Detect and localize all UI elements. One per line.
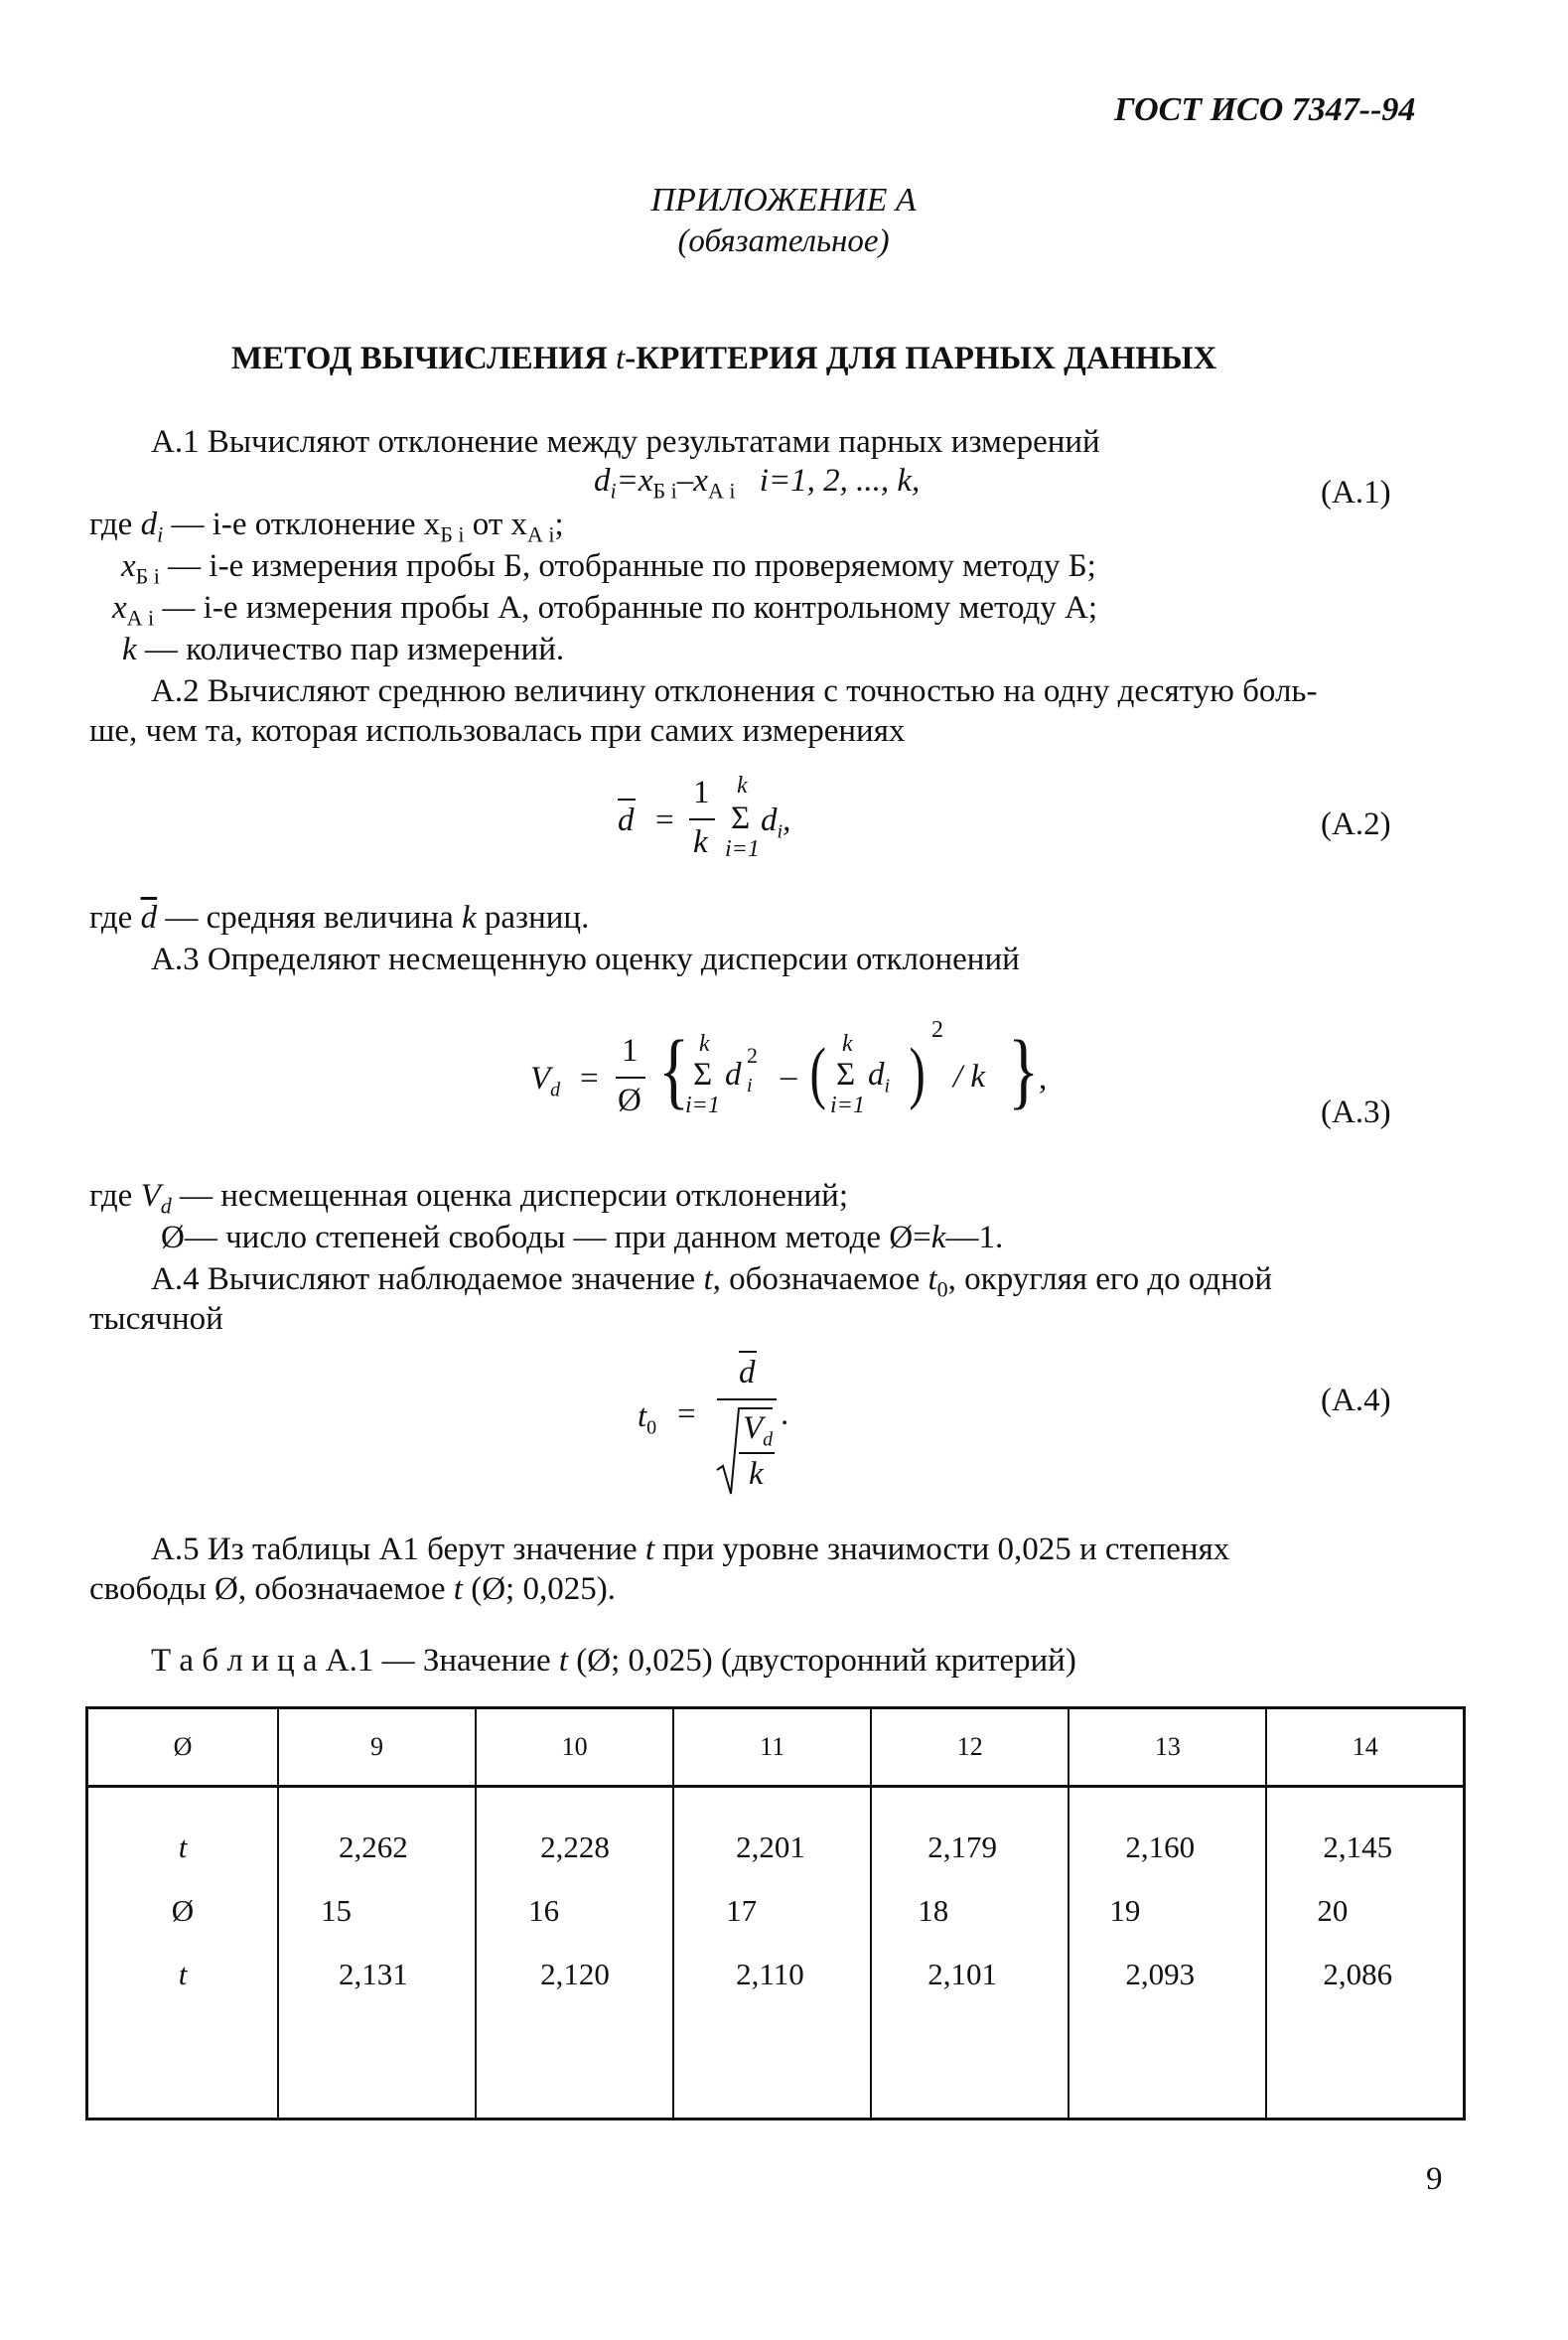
a2-formula-number: (А.2) [1321,806,1391,842]
a3-f-brace-right: } [1008,1022,1040,1117]
a3-where2-text: Ø— число степеней свободы — при данном методе Ø= [161,1220,931,1255]
table-cell: 15 [321,1893,352,1928]
a4-line1-end: , округляя его до одной [947,1261,1273,1297]
a3-f-d2-sub: i [884,1075,891,1097]
a4-line2: тысячной [89,1301,223,1337]
a2-where-prefix: где [89,900,141,936]
a1-where3-var: x [112,590,127,626]
a1-where2-var: x [121,548,136,584]
a3-formula-number: (А.3) [1321,1095,1391,1130]
a1-where2-text: — i-е измерения пробы Б, отобранные по проверяемому методу Б; [159,548,1096,584]
a1-where-1 [89,507,564,548]
a3-f-d1-sup: 2 [747,1043,758,1068]
a5-line2-end: (Ø; 0,025). [462,1571,616,1607]
a2-f-den: k [693,824,708,860]
a3-f-fracline [616,1077,645,1079]
a4-f-num-bar [739,1351,757,1353]
a4-f-inner-v: V [743,1410,764,1446]
a1-formula [594,463,920,505]
table-column-10 [476,1787,673,2120]
a4-f-lhs [638,1398,656,1440]
table-header-cell: 14 [1266,1708,1464,1787]
a1-f-sub-i: i [610,478,617,504]
a4-line1-t0-sub: 0 [936,1276,948,1302]
a3-f-den: Ø [618,1083,641,1118]
a2-line2: ше, чем та, которая использовалась при самих измерениях [89,713,906,749]
a1-f-lhs: d [594,463,611,499]
table-caption-prefix: Т а б л и ц а А.1 — Значение [151,1643,559,1679]
a1-where-sub: i [157,521,164,547]
a4-line1-t: t [703,1261,713,1297]
a3-f-sum2-bottom: i=1 [830,1093,865,1118]
table-cell: 2,145 [1323,1829,1393,1864]
table-caption-t: t [558,1643,569,1679]
table-cell: 2,262 [339,1829,408,1864]
table-header-cell: 10 [476,1708,673,1787]
a3-f-d1-sub: i [747,1075,753,1097]
a3-f-end: , [1039,1061,1048,1097]
a4-line1 [151,1261,1272,1303]
a1-where4-text: — количество пар измерений. [136,632,565,667]
a4-f-t-sub: 0 [646,1416,657,1439]
table-row-labels [87,1787,279,2120]
a3-f-sum2-top: k [842,1031,853,1057]
a3-f-d2-d: d [868,1057,885,1093]
page-number: 9 [1426,2161,1443,2197]
a2-f-term [761,803,790,844]
table-body-row [87,1787,1465,2120]
a3-line1: А.3 Определяют несмещенную оценку дисперсии отклонений [151,942,1020,977]
a3-f-minus: – [781,1059,797,1095]
a4-f-t: t [638,1398,647,1434]
table-cell: 18 [918,1893,949,1928]
a1-where-var: d [140,507,158,542]
a3-where-2 [161,1220,1003,1256]
a3-where2-k: k [930,1220,946,1255]
a1-formula-number: (А.1) [1321,475,1391,511]
a1-f-sub-b: Б i [652,478,677,504]
table-header-cell: 11 [673,1708,871,1787]
a2-formula [596,775,854,884]
a3-f-num: 1 [622,1033,639,1069]
a1-text: А.1 Вычисляют отклонение между результатами парных измерений [151,424,1100,460]
table-cell: 2,093 [1125,1957,1196,1991]
a2-f-term-d: d [761,803,778,838]
a3-f-v: V [530,1061,551,1097]
table-column-11 [673,1787,871,2120]
a3-f-lhs [530,1061,560,1102]
table-cell: 17 [726,1893,758,1928]
document-id: ГОСТ ИСО 7347--94 [1114,91,1416,128]
table-header-row [87,1708,1465,1787]
table-column-13 [1069,1787,1266,2120]
table-caption-end: (Ø; 0,025) (двусторонний критерий) [568,1643,1076,1679]
a2-f-sum-bottom: i=1 [725,836,760,862]
a3-f-sum1-top: k [699,1031,710,1057]
a4-line1-mid: , обозначаемое [712,1261,928,1297]
a2-where-end: разниц. [476,900,590,936]
section-title-part2: -КРИТЕРИЯ ДЛЯ ПАРНЫХ ДАННЫХ [625,341,1217,376]
table-row-label: t [178,1957,188,1991]
a1-f-minus: –x [676,463,708,499]
a1-where-3 [112,590,1097,632]
section-title [231,341,1216,377]
a2-f-end: , [783,803,791,838]
table-cell: 2,101 [927,1957,997,1991]
a2-f-lhs: d [618,803,635,838]
a1-where4-var: k [122,632,137,667]
a1-where-4 [122,632,564,668]
table-column-14 [1266,1787,1464,2120]
a1-where-text: i-е отклонение x [212,507,441,542]
a2-where-var: $\overline{d}$ [140,900,158,936]
a3-f-v-sub: d [550,1079,561,1101]
a5-line1 [151,1532,1229,1568]
a2-f-sum: Σ [731,801,751,836]
a3-where-prefix: где [89,1178,141,1214]
a3-where-var: V [140,1178,161,1214]
a3-f-sum1: Σ [693,1057,713,1093]
a1-f-sub-a: А i [707,478,736,504]
a2-f-num: 1 [693,775,710,810]
table-header-cell: Ø [87,1708,279,1787]
a3-f-pow: 2 [931,1017,943,1043]
table-cell: 2,179 [927,1829,997,1864]
a3-where-text: — несмещенная оценка дисперсии отклонений; [171,1178,848,1214]
a4-formula [632,1339,850,1518]
table-cell: 2,086 [1323,1957,1393,1991]
a2-where [89,900,589,937]
table-cell: 2,160 [1125,1829,1196,1864]
a2-line1: А.2 Вычисляют среднюю величину отклонения с точностью на одну десятую боль- [151,673,1318,709]
a3-f-div: / k [953,1059,986,1095]
a4-f-inner-v-sub: d [763,1428,774,1451]
a2-f-fracline [689,818,715,820]
table-cell: 2,131 [339,1957,408,1991]
a1-where-sub2: Б i [440,521,465,547]
a2-f-eq: = [655,803,674,838]
appendix-title: ПРИЛОЖЕНИЕ А [650,182,917,219]
table-column-12 [871,1787,1069,2120]
a4-formula-number: (А.4) [1321,1383,1391,1418]
a4-f-fracline [717,1398,777,1400]
table-cell: 19 [1109,1893,1141,1928]
a4-line1-text: А.4 Вычисляют наблюдаемое значение [151,1261,704,1297]
table-cell: 16 [528,1893,560,1928]
a3-f-brace-left: { [658,1022,690,1117]
a3-f-eq: = [580,1061,599,1097]
a2-f-term-sub: i [777,820,784,843]
a2-f-sum-top: k [737,773,748,799]
a1-where-prefix: где [89,507,141,542]
a3-f-sum2: Σ [836,1057,856,1093]
a3-f-d1: d [725,1057,742,1093]
a1-where3-text: — i-е измерения пробы А, отобранные по контрольному методу А; [154,590,1098,626]
a3-where-sub: d [160,1193,172,1219]
a4-f-num: d [739,1355,756,1390]
a1-where-dash: — [163,507,213,542]
table-header-cell: 9 [278,1708,476,1787]
a1-where3-sub: А i [126,605,155,631]
a3-formula [526,1013,1063,1152]
section-title-t: t [616,341,626,376]
table-caption [151,1643,1076,1680]
a1-where-end: ; [554,507,564,542]
a1-where-2 [121,548,1096,590]
a4-f-inner-line [739,1452,775,1454]
a4-line1-t0: t [927,1261,937,1297]
appendix-subtitle: (обязательное) [677,223,890,259]
a5-line1-text: А.5 Из таблицы А1 берут значение [151,1532,645,1567]
a3-where-1 [89,1178,848,1220]
table-header-cell: 13 [1069,1708,1266,1787]
section-title-part1: МЕТОД ВЫЧИСЛЕНИЯ [231,341,617,376]
table-row-label: Ø [171,1893,195,1928]
a1-where-sub3: А i [527,521,555,547]
a4-f-inner-num [743,1410,773,1452]
a3-f-sum1-bottom: i=1 [685,1093,720,1118]
a4-f-inner-den: k [749,1456,764,1492]
a1-f-eq: =x [616,463,653,499]
a5-line1-t: t [644,1532,655,1567]
table-header-cell: 12 [871,1708,1069,1787]
a5-line2 [89,1571,616,1608]
a5-line2-t: t [453,1571,463,1607]
a3-f-paren-left: ( [809,1035,826,1111]
a1-where2-sub: Б i [135,563,160,589]
a2-f-bar [618,799,636,801]
a2-where-text: — средняя величина [157,900,462,936]
table-cell: 2,228 [540,1829,610,1864]
table-cell: 2,201 [736,1829,805,1864]
table-cell: 20 [1317,1893,1349,1928]
table-cell: 2,110 [736,1957,804,1991]
a1-f-range: i=1, 2, ..., k, [759,463,921,499]
a4-f-end: . [781,1396,789,1432]
table-cell: 2,120 [540,1957,610,1991]
a5-line2-pre: свободы Ø, обозначаемое [89,1571,454,1607]
a3-f-paren-right: ) [909,1035,926,1111]
a3-f-d2 [868,1057,890,1098]
table-column-9 [278,1787,476,2120]
t-value-table [85,1706,1466,2121]
a3-where2-end: —1. [945,1220,1004,1255]
a5-line1-end: при уровне значимости 0,025 и степенях [654,1532,1230,1567]
a4-f-eq: = [677,1396,696,1432]
a1-where-from: от x [464,507,528,542]
table-row-label: t [178,1829,188,1864]
a2-where-k: k [462,900,477,936]
